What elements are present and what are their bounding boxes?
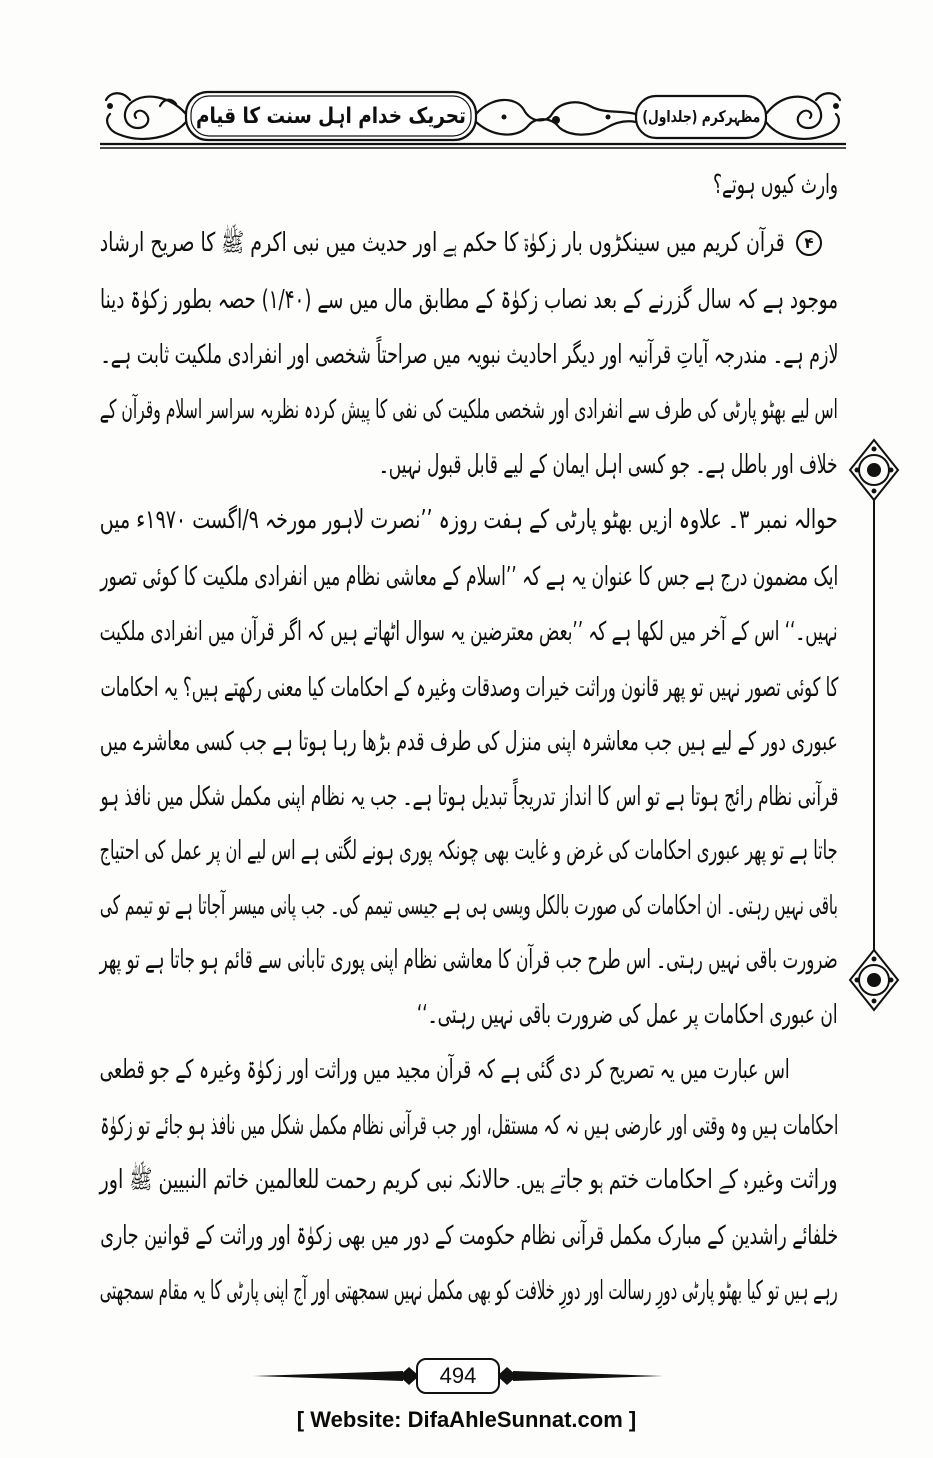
header-left-swirl <box>106 93 186 139</box>
line-text: ضرورت باقی نہیں رہتی۔ اس طرح جب قرآن کا معاشی نظام اپنی پوری تابانی سے قائم ہو جاتا ہے تو پھر <box>99 945 838 975</box>
line-text: عبوری دور کے لیے ہیں جب معاشرہ اپنی منزل کی طرف قدم بڑھا رہا ہوتا ہے جب کسی معاشرے میں <box>100 727 838 757</box>
volume-label-text: مظہرکرم (جلداول) <box>642 106 760 126</box>
knot-dot <box>889 468 894 473</box>
line-text: قرآن کریم میں سینکڑوں بار زکوٰۃ کا حکم ہے اور حدیث میں نبی اکرم ﷺ کا صریح ارشاد <box>100 228 785 258</box>
line-text: قرآنی نظام رائج ہوتا ہے تو اس کا انداز تدریجاً تبدیل ہوتا ہے۔ جب یہ نظام اپنی مکمل شکل میں نافذ ہو <box>99 782 838 812</box>
text-line-04 <box>100 330 838 380</box>
chapter-title-text: تحریک خدام اہل سنت کا قیام <box>195 103 466 129</box>
text-line-06 <box>100 440 838 490</box>
line-text: جاتا ہے تو پھر عبوری احکامات کی غرض و غایت بھی چونکہ پوری ہونے لگتی ہے اس لیے ان پر عمل کی احتیاج <box>100 836 838 866</box>
line-text: وراثت وغیرہ کے احکامات ختم ہو جاتے ہیں۔ حالانکہ نبی کریم رحمت للعالمین خاتم النبیین ﷺ اور <box>99 1165 838 1195</box>
knot-dot <box>872 999 877 1004</box>
text-line-07 <box>100 495 838 545</box>
text-line-12 <box>100 772 838 822</box>
line-text: ان عبوری احکامات پر عمل کی ضرورت باقی نہیں رہتی۔‘‘ <box>417 1000 838 1030</box>
line-text: خلاف اور باطل ہے۔ جو کسی اہل ایمان کے لیے قابل قبول نہیں۔ <box>379 450 838 480</box>
text-line-19 <box>100 1155 838 1205</box>
text-line-05 <box>100 385 838 435</box>
text-line-18 <box>100 1101 838 1151</box>
swirl-tip <box>106 93 130 100</box>
line-text: اس لیے بھٹو پارٹی کی طرف سے انفرادی اور شخصی ملکیت کی نفی کا پیش کردہ نظریہ سراسر اسلام وقرآن کے <box>99 395 838 425</box>
margin-ornament-top-knot <box>850 440 898 500</box>
line-text: احکامات ہیں وہ وقتی اور عارضی ہیں نہ کہ مستقل، اور جب قرآنی نظام مکمل شکل میں نافذ ہو جائے تو زکوٰۃ <box>99 1111 838 1141</box>
text-line-08 <box>100 552 838 602</box>
ornament-left-taper <box>253 1371 403 1381</box>
text-line-16 <box>100 990 838 1040</box>
knot-dot <box>872 447 877 452</box>
line-text: رہے ہیں تو کیا بھٹو پارٹی دورِ رسالت اور دورِ خلافت کو بھی مکمل نہیں سمجھتی اور آج اپنی پارٹی کا یہ مقام سمجھتی <box>100 1276 838 1306</box>
knot-dot <box>889 978 894 983</box>
header-right-swirl <box>766 93 840 139</box>
swirl-curl <box>125 97 186 128</box>
chapter-title <box>196 92 466 140</box>
knot-dot <box>872 489 877 494</box>
knot-dot <box>855 978 860 983</box>
knot-dot <box>855 468 860 473</box>
swirl-tail <box>107 114 186 139</box>
ornament-right-taper <box>513 1371 663 1381</box>
swirl-curl <box>766 97 821 128</box>
margin-ornament-bottom-knot <box>850 950 898 1010</box>
text-line-02 <box>100 218 785 268</box>
text-line-09 <box>100 607 838 657</box>
swirl-tip <box>816 93 840 100</box>
text-line-17 <box>100 1045 790 1095</box>
text-line-20 <box>100 1211 838 1261</box>
website-credit: [ Website: DifaAhleSunnat.com ] <box>296 1407 637 1432</box>
line-text: خلفائے راشدین کے مبارک مکمل قرآنی نظام حکومت کے دور میں بھی زکوٰۃ اور وراثت کے قوانین جاری <box>100 1221 838 1251</box>
text-line-03 <box>100 275 838 325</box>
line-text: باقی نہیں رہتی۔ ان احکامات کی صورت بالکل ویسی ہی ہے جیسی تیمم کی۔ جب پانی میسر آجاتا ہے تو تیمم کی <box>100 891 838 921</box>
line-text: اس عبارت میں یہ تصریح کر دی گئی ہے کہ قرآن مجید میں وراثت اور زکوٰۃ وغیرہ کے جو قطعی <box>99 1055 790 1085</box>
header-middle-knot <box>476 100 636 135</box>
line-text: ایک مضمون درج ہے جس کا عنوان یہ ہے کہ ’’اسلام کے معاشی نظام میں انفرادی ملکیت کا کوئی تصور <box>99 562 838 592</box>
line-text: نہیں۔‘‘ اس کے آخر میں لکھا ہے کہ ’’بعض معترضین یہ سوال اٹھاتے ہیں کہ اگر قرآن میں انفرادی ملکیت <box>99 617 838 647</box>
text-line-11 <box>100 717 838 767</box>
text-line-14 <box>100 881 838 931</box>
volume-label <box>642 97 760 135</box>
knot-center <box>867 973 881 987</box>
margin-ornament <box>846 438 902 1012</box>
text-line-21 <box>100 1266 838 1316</box>
line-text: کا کوئی تصور نہیں تو پھر قانون وراثت خیرات وصدقات وغیرہ کے احکامات کیا معنی رکھتے ہیں؟ یہ احکامات <box>100 673 838 703</box>
line-text: موجود ہے کہ سال گزرنے کے بعد نصاب زکوٰۃ کے مطابق مال میں سے (۱/۴۰) حصہ بطور زکوٰۃ دینا <box>100 285 838 315</box>
knot-dot <box>872 957 877 962</box>
text-line-15 <box>100 935 838 985</box>
page-number: 494 <box>439 1363 477 1388</box>
line-text: حوالہ نمبر ۳۔ علاوہ ازیں بھٹو پارٹی کے ہفت روزہ ’’نصرت لاہور مورخہ ۹/اگست ۱۹۷۰ء میں <box>99 505 838 535</box>
knot-dot <box>502 115 507 120</box>
text-line-10 <box>100 663 838 713</box>
paragraph-number-marker: ۴ <box>796 230 822 256</box>
knot-dot <box>606 115 611 120</box>
text-line-01 <box>100 160 838 210</box>
line-text: لازم ہے۔ مندرجہ آیاتِ قرآنیہ اور دیگر احادیث نبویہ میں صراحتاً شخصی اور انفرادی ملکیت ثابت ہے۔ <box>99 340 838 370</box>
text-line-13 <box>100 826 838 876</box>
knot-dot <box>552 116 560 124</box>
knot-center <box>867 463 881 477</box>
line-text: وارث کیوں ہوتے؟ <box>712 170 838 200</box>
swirl-dot <box>833 103 839 109</box>
swirl-dot <box>107 103 113 109</box>
